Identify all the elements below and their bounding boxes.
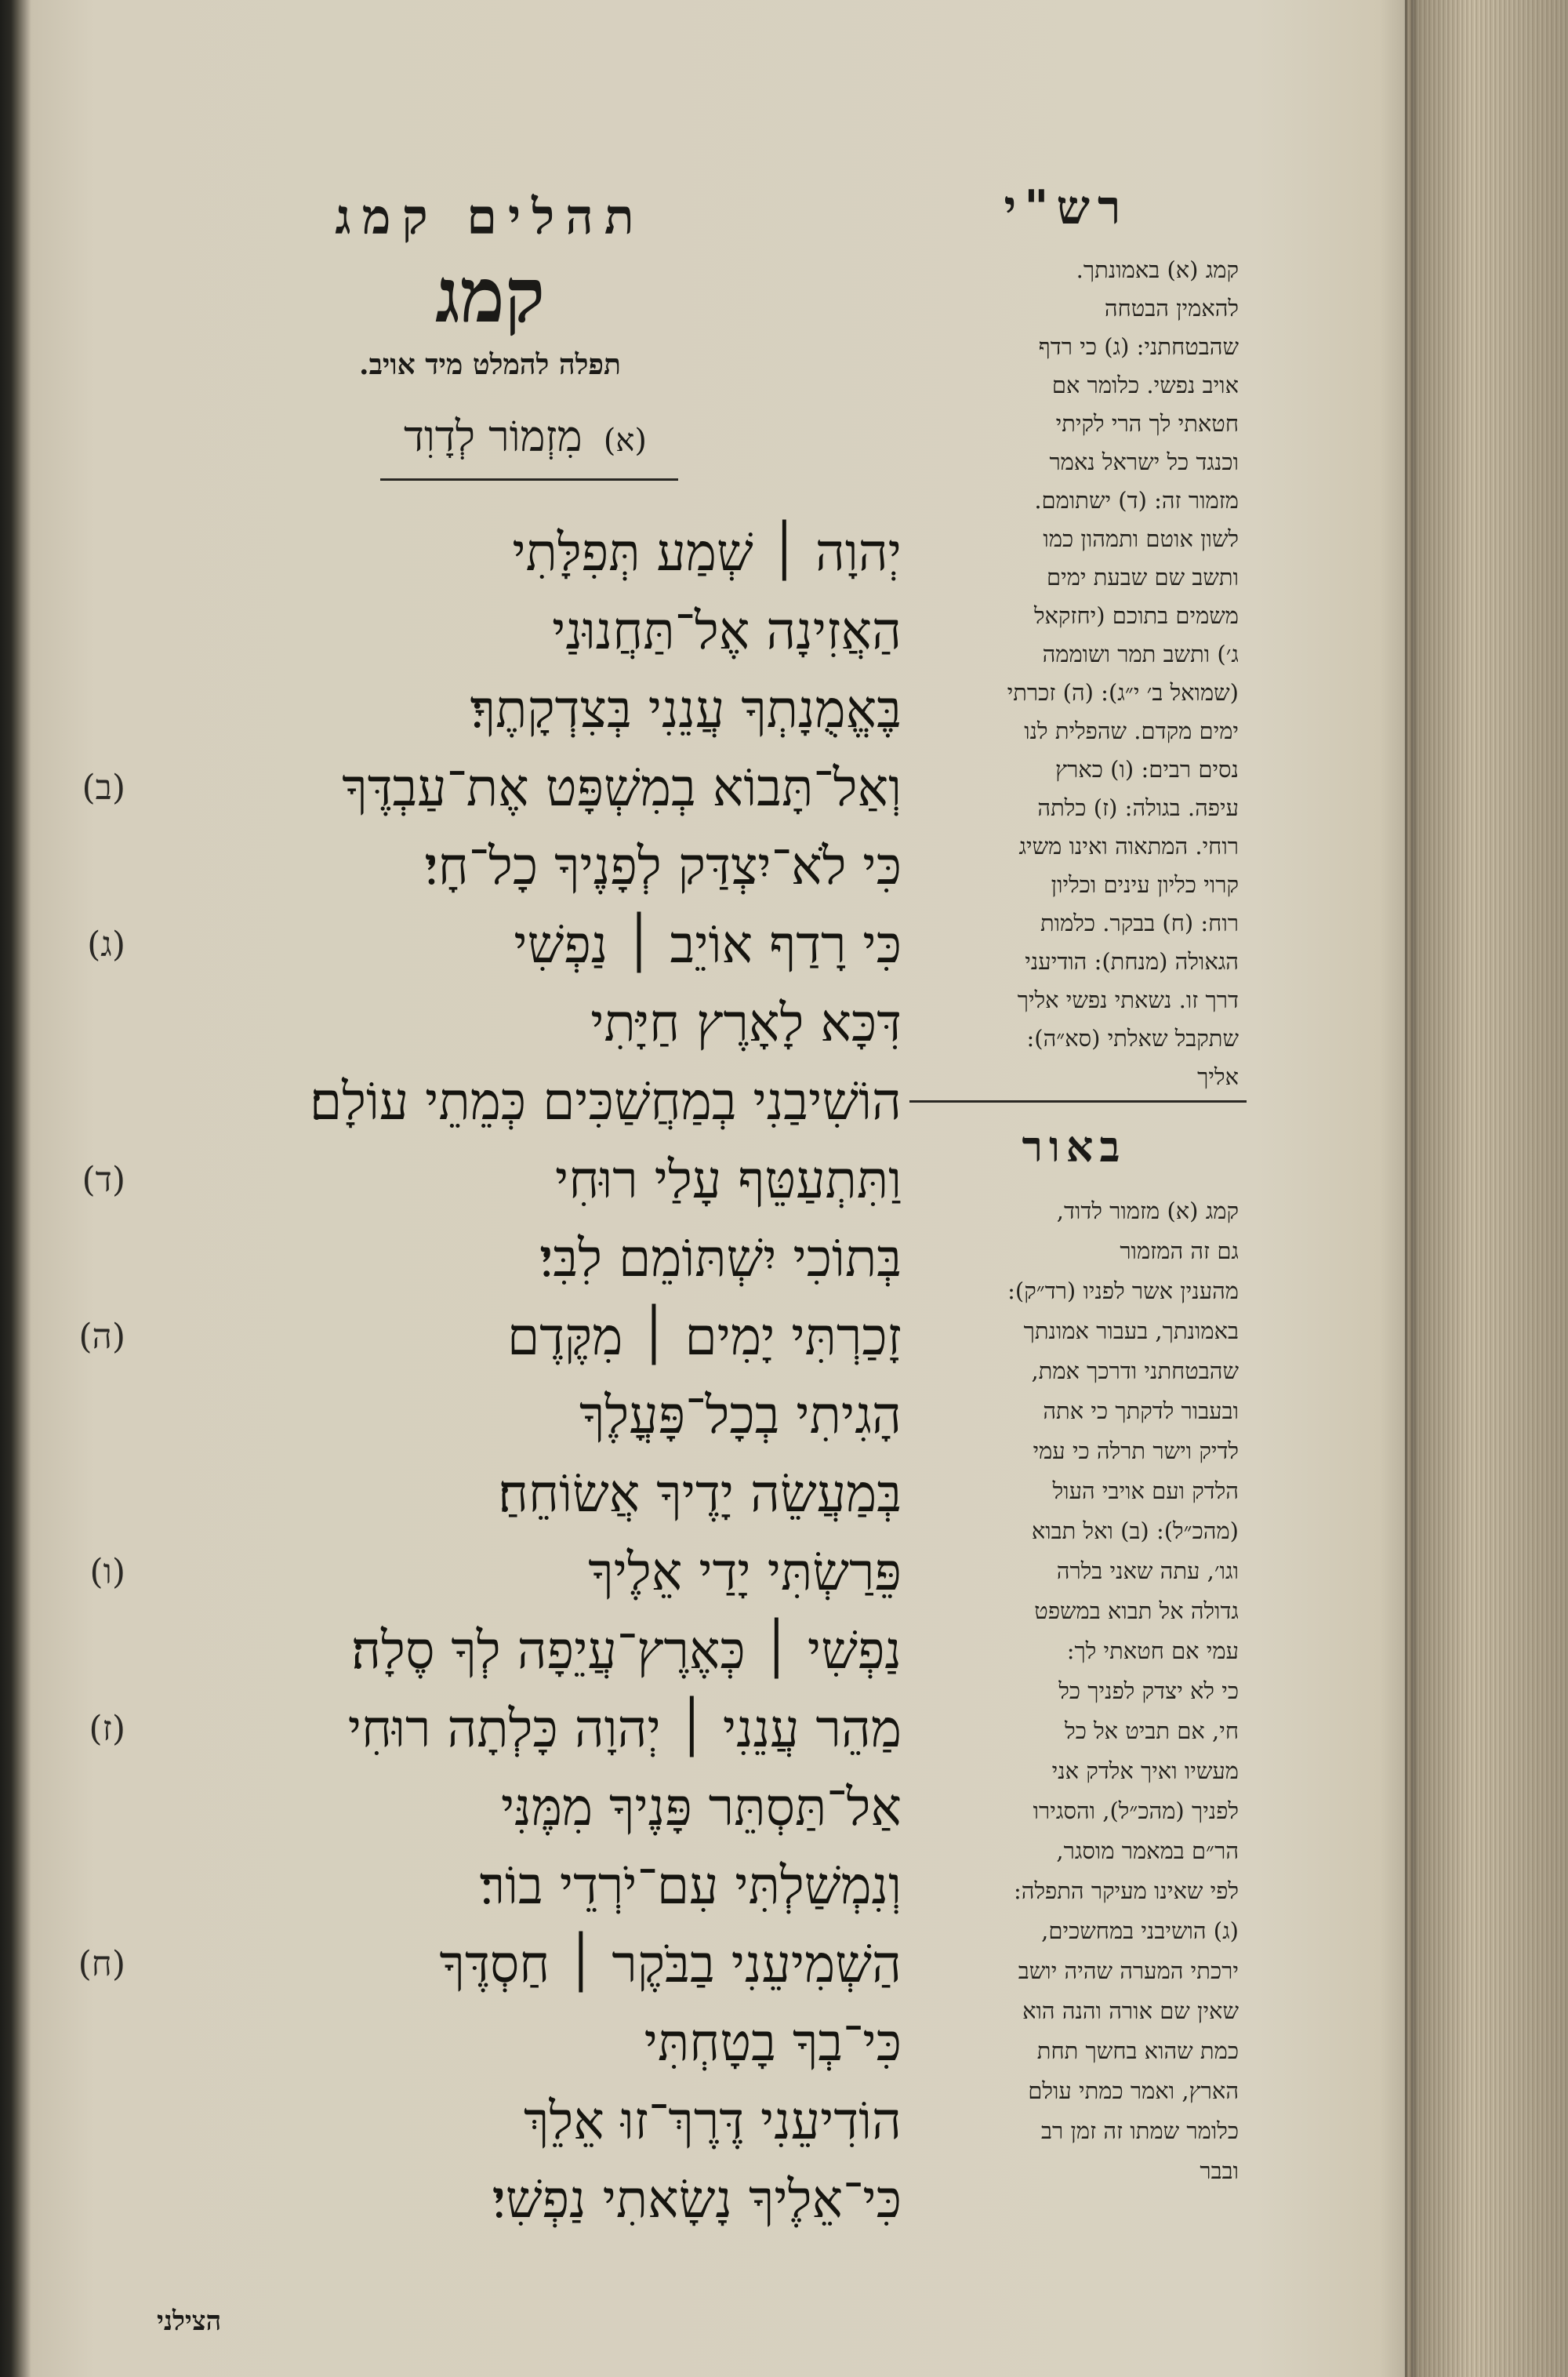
psalm-line [78,1847,902,1925]
rashi-line: שתקבל שאלתי (סא״ה): [1026,1025,1239,1052]
biur-line: הר״ם במאמר מוסגר, [1056,1837,1239,1864]
verse-number: (ו) [89,1552,125,1592]
rashi-line: קרוי כליון עינים וכליון [1051,871,1239,898]
biur-line: מהענין אשר לפניו (רד״ק): [1007,1278,1239,1304]
psalm-line [78,906,902,984]
section-divider [909,1100,1247,1103]
biur-line: שאין שם אורה והנה הוא [1022,1997,1239,2024]
verse-number: (ג) [87,925,125,965]
biur-line: לפניך (מהכ״ל), והסגירו [1033,1797,1239,1824]
rashi-line: שהבטחתני: (ג) כי רדף [1038,333,1239,360]
biur-line: חי, אם תביט אל כל [1065,1717,1239,1744]
rashi-line: קמג (א) באמונתך. [1076,256,1239,283]
psalm-line [78,1612,902,1690]
verse-text: הוֹשִׁיבַנִי בְמַחֲשַׁכִּים כְּמֵתֵי עוֹלָם׃ [309,1071,902,1132]
psalm-line [78,1925,902,2004]
verse-text: פֵּרַשְׂתִּי יָדַי אֵלֶיךָ [588,1542,902,1602]
biur-line: מעשיו ואיך אלדק אני [1051,1757,1239,1784]
verse-number: (ב) [82,768,125,808]
running-head: תהלים קמג [335,188,645,245]
psalm-superscription: תפלה להמלט מיד אויב. [359,348,621,381]
psalm-line [78,1455,902,1533]
rashi-heading: רש"י [1004,180,1129,235]
biur-line: באמונתך, בעבור אמונתך [1023,1318,1239,1344]
psalm-line [78,1768,902,1847]
biur-line: כמת שהוא בחשך תחת [1036,2037,1239,2064]
rashi-line: להאמין הבטחה [1104,295,1239,322]
biur-line: כלומר שמתו זה זמן רב [1041,2117,1239,2144]
biur-line: גם זה המזמור [1120,1238,1239,1264]
verse-text: כִּי לֹא־יִצְדַּק לְפָנֶיךָ כָל־חָי׃ [424,836,902,896]
psalm-line [78,827,902,906]
biur-line: (ג) הושיבני במחשכים, [1041,1917,1239,1944]
verse-text: מִזְמוֹר לְדָוִד [404,412,583,461]
verse-text: בְּמַעֲשֵׂה יָדֶיךָ אֲשׂוֹחֵחַ׃ [497,1463,902,1524]
psalm-line [78,1533,902,1612]
biur-line: ירכתי המערה שהיה יושב [1018,1957,1239,1984]
verse-text: אַל־תַּסְתֵּר פָּנֶיךָ מִמֶּנִּי [501,1777,902,1837]
rashi-line: אליך [1197,1063,1239,1090]
psalm-line [78,1690,902,1768]
biur-line: שהבטחתני ודרכך אמת, [1031,1358,1239,1384]
rashi-line: ימים מקדם. שהפלית לנו [1024,718,1239,744]
verse-text: נַפְשִׁי ׀ כְּאֶרֶץ־עֲיֵפָה לְךָ סֶלָה׃ [351,1620,902,1681]
psalm-column [78,157,902,2337]
psalm-line [78,749,902,827]
psalm-line [78,1376,902,1455]
rashi-line: ג׳) ותשב תמר ושוממה [1042,641,1239,667]
verse-text: הָגִיתִי בְכָל־פָּעֳלֶךָ [579,1385,902,1445]
biur-line: עמי אם חטאתי לך: [1066,1637,1239,1664]
rashi-line: הגאולה (מנחת): הודיעני [1025,948,1239,975]
verse-text: כִּי־בְךָ בָטָחְתִּי [644,2012,902,2073]
biur-line: קמג (א) מזמור לדוד, [1056,1198,1239,1224]
biur-line: הארץ, ואמר כמתי עולם [1028,2077,1239,2104]
page-edge-shadow [1411,0,1419,2377]
rashi-line: לשון אוטם ותמהון כמו [1043,525,1239,552]
biur-line: (מהכ״ל): (ב) ואל תבוא [1031,1517,1239,1544]
rashi-line: וכנגד כל ישראל נאמר [1049,449,1239,475]
verse-text: בְּתוֹכִי יִשְׁתּוֹמֵם לִבִּי׃ [539,1228,902,1288]
page [31,0,1411,2377]
verse-number: (ז) [89,1709,125,1749]
commentary-column [902,157,1262,2212]
psalm-line [78,514,902,592]
verse-text: זָכַרְתִּי יָמִים ׀ מִקֶּדֶם [506,1307,902,1367]
verse-number: (ד) [82,1160,125,1200]
psalm-line [78,2004,902,2082]
biur-line: לפי שאינו מעיקר התפלה: [1014,1877,1239,1904]
rashi-line: חטאתי לך הרי לקיתי [1055,410,1239,437]
verse-text: בֶּאֱמֻנָתְךָ עֲנֵנִי בְּצִדְקָתֶךָ׃ [470,679,902,740]
rashi-line: (שמואל ב׳ י״ג): (ה) זכרתי [1007,679,1239,706]
rashi-line: עיפה. בגולה: (ז) כלתה [1037,794,1239,821]
biur-heading: באור [1022,1121,1127,1172]
biur-line: ובעבור לדקתך כי אתה [1043,1397,1239,1424]
verse-text: דִּכָּא לָאָרֶץ חַיָּתִי [590,993,902,1053]
biur-line: כי לא יצדק לפניך כל [1058,1677,1239,1704]
psalm-number: קמג [435,251,545,340]
verse-text: וְנִמְשַׁלְתִּי עִם־יֹרְדֵי בוֹר׃ [479,1855,902,1916]
biur-line: וגו׳, עתה שאני בלרה [1056,1557,1239,1584]
verse-text: כִּי־אֵלֶיךָ נָשָׂאתִי נַפְשִׁי׃ [492,2169,902,2230]
book-fore-edge [1405,0,1568,2377]
psalm-line [78,1219,902,1298]
psalm-line [78,592,902,671]
title-rule [380,478,678,481]
rashi-line: אויב נפשי. כלומר אם [1051,372,1239,398]
biur-line: גדולה אל תבוא במשפט [1034,1597,1239,1624]
psalm-line [78,671,902,749]
biur-line: הלדק ועם אויבי העול [1052,1477,1239,1504]
verse-text: הַאֲזִינָה אֶל־תַּחֲנוּנַי [552,601,902,661]
psalm-line [78,2161,902,2239]
psalm-line [78,1298,902,1376]
psalm-line [78,984,902,1063]
verse-text: הוֹדִיעֵנִי דֶּרֶךְ־זוּ אֵלֵךְ [523,2091,902,2151]
verse-text: הַשְׁמִיעֵנִי בַבֹּקֶר ׀ חַסְדֶּךָ [439,1934,902,1994]
verse-number: (ח) [78,1944,125,1984]
psalm-line [78,1141,902,1219]
verse-number: (ה) [78,1317,125,1357]
verse-text: וְאַל־תָּבוֹא בְמִשְׁפָּט אֶת־עַבְדֶּךָ [342,758,902,818]
verse-text: כִּי רָדַף אוֹיֵב ׀ נַפְשִׁי [514,914,902,975]
rashi-line: משמים בתוכם (יחזקאל [1033,602,1239,629]
rashi-line: ותשב שם שבעת ימים [1047,564,1239,591]
biur-line: ובבר [1200,2157,1239,2184]
rashi-line: נסים רבים: (ו) כארץ [1055,756,1239,783]
verse-text: וַתִּתְעַטֵּף עָלַי רוּחִי [555,1150,902,1210]
psalm-line [78,2082,902,2161]
verse-number: (א) [603,423,647,459]
rashi-line: רוחי. המתאוה ואינו משיג [1018,833,1239,860]
opening-verse [361,412,690,461]
psalm-line [78,1063,902,1141]
verse-text: יְהוָה ׀ שְׁמַע תְּפִלָּתִי [512,522,902,583]
biur-line: לדיק וישר תרלה כי עמי [1033,1437,1239,1464]
rashi-line: רוח: (ח) בבקר. כלמות [1040,910,1239,936]
rashi-line: מזמור זה: (ד) ישתומם. [1034,487,1239,514]
rashi-line: דרך זו. נשאתי נפשי אליך [1017,987,1239,1013]
verse-text: מַהֵר עֲנֵנִי ׀ יְהוָה כָּלְתָה רוּחִי [347,1699,902,1759]
catchword: הצילני [157,2306,222,2337]
